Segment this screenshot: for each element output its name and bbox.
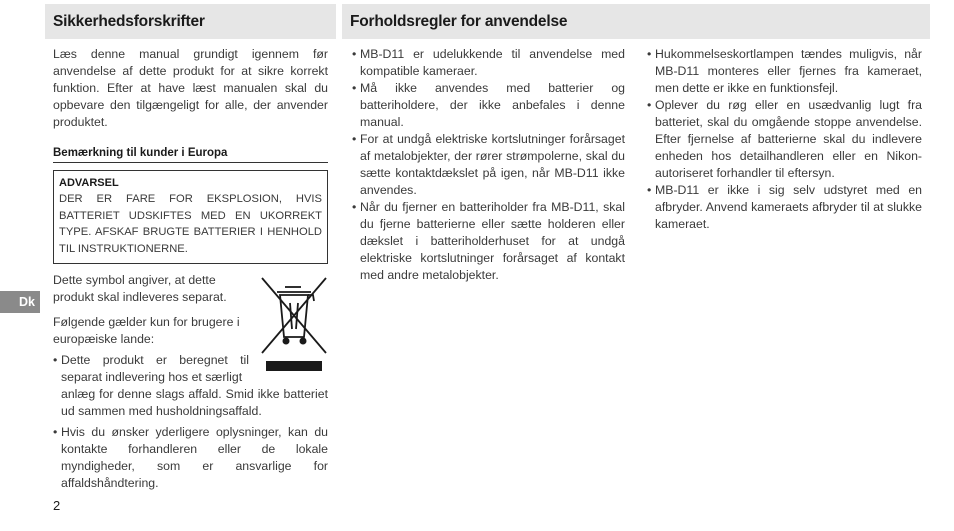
list-item [53,352,328,420]
disposal-bullet-1 [53,352,328,420]
intro-paragraph: Læs denne manual grundigt igennem før anvendelse af dette produkt for at sikre korrekt funktion. Efter at have læst manualen skal du opbevare den tilgængeligt for alle, der anvender produktet. [53,47,328,129]
precautions-column-2 [647,46,922,233]
list-item: • Hukommelseskortlampen tændes muligvis, når MB-D11 monteres eller fjernes fra kameraet, men dette er ikke en funktionsfejl. [647,46,922,97]
bullet-1-rest: anlæg for denne slags affald. Smid ikke batteriet ud sammen med husholdningsaffald. [61,387,328,418]
warning-title: ADVARSEL [59,177,119,189]
precautions-column-1 [352,46,625,284]
page-number: 2 [53,498,61,513]
list-item: • Oplever du røg eller en usædvanlig lugt fra batteriet, skal du omgående stoppe anvendelse. Efter fjernelse af batterierne skal du indlevere enheden hos detailhandleren eller en Nikon-autoriseret forhandler til eftersyn. [647,97,922,182]
list-item: • MB-D11 er ikke i sig selv udstyret med en afbryder. Anvend kameraets afbryder til at slukke kameraet. [647,182,922,233]
disposal-bullet-2 [53,424,328,492]
list-item: • Hvis du ønsker yderligere oplysninger, kan du kontakte forhandleren eller de lokale myndigheder, som er ansvarlige for affaldshåndtering. [53,424,328,492]
warning-text: DER ER FARE FOR EKSPLOSION, HVIS BATTERIET UDSKIFTES MED EN UKORREKT TYPE. AFSKAF BRUGTE BATTERIER I HENHOLD TIL INSTRUKTIONERNE. [59,193,322,255]
list-item: • MB-D11 er udelukkende til anvendelse med kompatible kameraer. [352,46,625,80]
eu-users-note: Følgende gælder kun for brugere i europæiske lande: [53,315,240,346]
symbol-description: Dette symbol angiver, at dette produkt skal indleveres separat. [53,273,227,304]
usage-precautions-heading: Forholdsregler for anvendelse [342,4,930,39]
safety-heading: Sikkerhedsforskrifter [45,4,336,39]
europe-note-heading: Bemærkning til kunder i Europa [53,146,328,163]
language-tab: Dk [0,291,40,313]
warning-box [53,170,328,264]
list-item: • Må ikke anvendes med batterier og batteriholdere, der ikke anbefales i denne manual. [352,80,625,131]
list-item: • For at undgå elektriske kortslutninger forårsaget af metalobjekter, der rører strømpolerne, skal du sætte kontaktdækslet på igen, når MB-D11 ikke anvendes. [352,131,625,199]
list-item: • Når du fjerner en batteriholder fra MB-D11, skal du fjerne batterierne eller sætte holderen eller dækslet i batteriholderhuset for at undgå elektriske kortslutninger forårsaget af kontakt med andre metalobjekter. [352,199,625,284]
bullet-1-top: • Dette produkt er beregnet til separat indlevering hos et særligt [61,353,249,384]
